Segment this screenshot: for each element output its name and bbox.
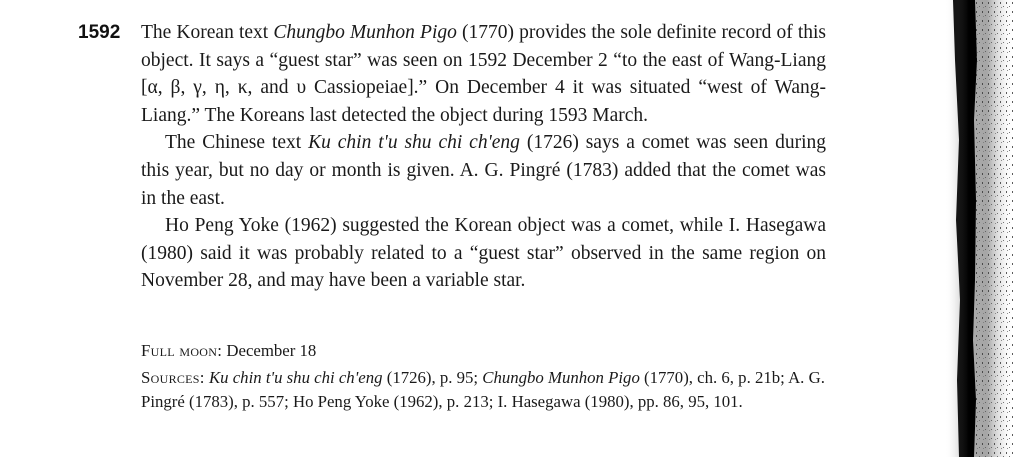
paragraph-1-text-a: The Korean text: [141, 22, 274, 43]
full-moon-label: Full moon:: [141, 341, 223, 360]
paragraph-1-title: Chungbo Munhon Pigo: [273, 22, 457, 43]
entry-body: [141, 19, 826, 295]
full-moon-note: [141, 339, 831, 363]
paragraph-1: [141, 19, 826, 129]
sources-label: Sources:: [141, 368, 205, 387]
sources-title-1: Ku chin t'u shu chi ch'eng: [208, 368, 383, 387]
paragraph-1-text-b: (1770) provides the sole definite record of this object. It says a “guest star” was seen on 1592 December 2 “to the east of Wang-Liang [α, β, γ, η, κ, and υ Cassiopeiae].” On December 4 it was situated “west of Wang-Liang.” The Koreans last detected the object during 1593 March.: [141, 22, 826, 126]
paragraph-2: [141, 129, 826, 212]
paragraph-3: [141, 212, 826, 295]
notes-block: [141, 339, 831, 414]
scan-edge-shadow: [945, 0, 1013, 457]
paragraph-3-text: Ho Peng Yoke (1962) suggested the Korean object was a comet, while I. Hasegawa (1980) said it was probably related to a “guest star” observed in the same region on November 28, and may have been a variable star.: [141, 215, 826, 292]
full-moon-value: December 18: [222, 341, 317, 360]
entry-year: 1592: [78, 22, 121, 43]
sources-note: [141, 366, 831, 414]
sources-text-1: (1726), p. 95;: [382, 368, 483, 387]
sources-title-2: Chungbo Munhon Pigo: [482, 368, 640, 387]
paragraph-2-title: Ku chin t'u shu chi ch'eng: [308, 132, 520, 154]
sources-text-2: (1770), ch. 6, p. 21b; A. G. Pingré (1783), p. 557; Ho Peng Yoke (1962), p. 213; I. Hasegawa (1980), pp. 86, 95, 101.: [141, 368, 825, 411]
paragraph-2-text-a: The Chinese text: [165, 132, 309, 154]
paragraph-2-text-b: (1726) says a comet was seen during this year, but no day or month is given. A. G. Pingré (1783) added that the comet was in the east.: [141, 132, 826, 209]
